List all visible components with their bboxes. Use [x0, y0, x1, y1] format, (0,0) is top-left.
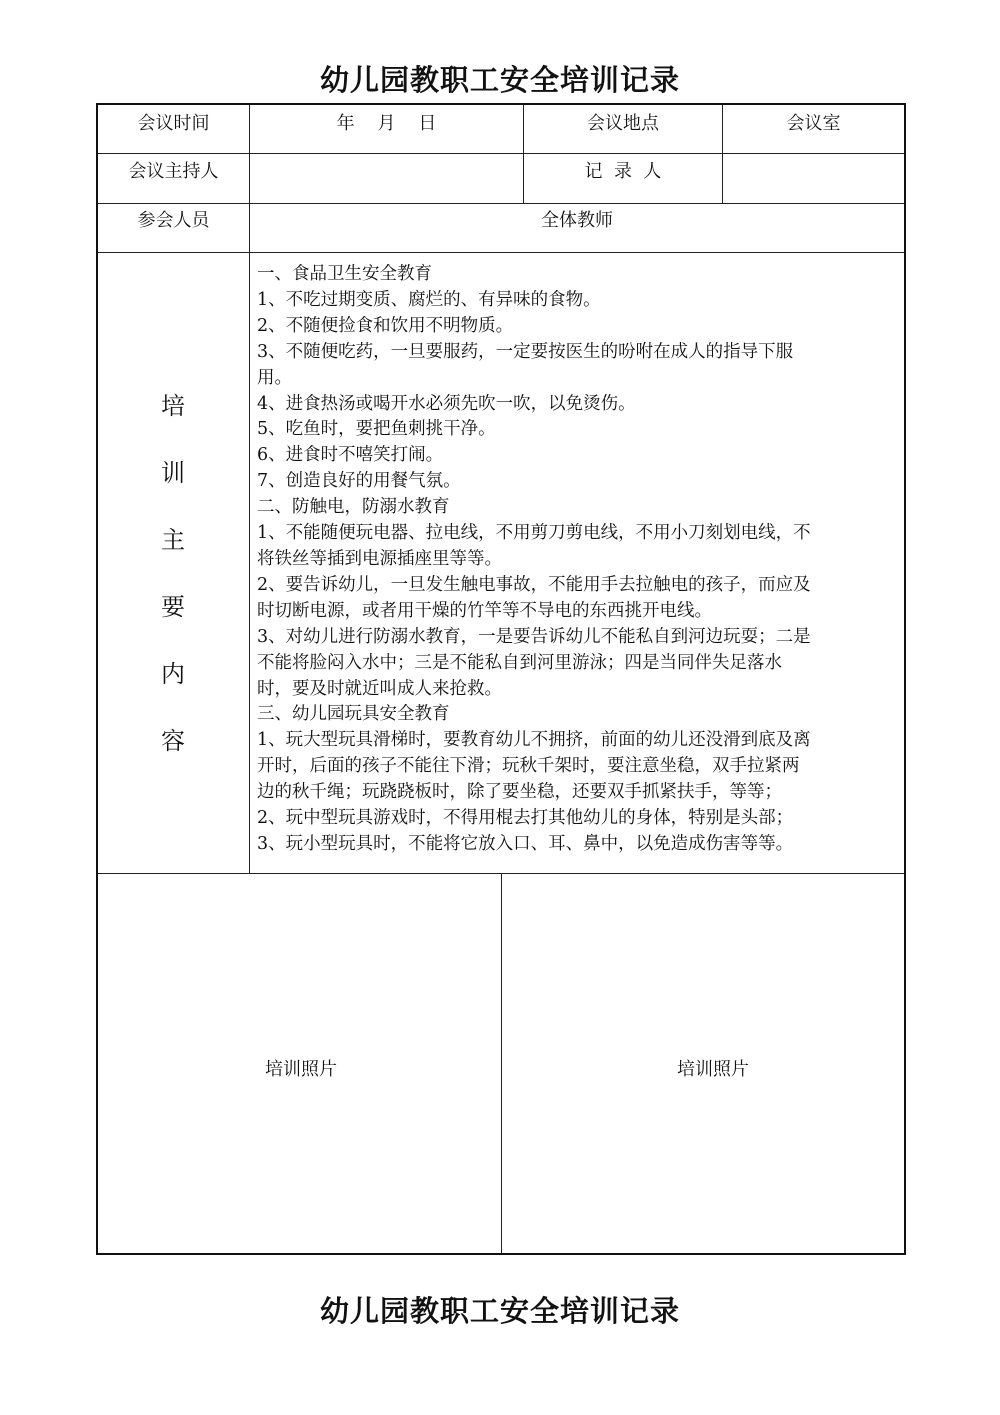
content-line: 开时，后面的孩子不能往下滑；玩秋千架时，要注意坐稳，双手拉紧两: [257, 756, 800, 777]
meeting-host-label: 会议主持人: [128, 161, 219, 182]
content-line: 3、玩小型玩具时，不能将它放入口、耳、鼻中，以免造成伤害等等。: [257, 833, 794, 854]
row-divider: [98, 153, 904, 154]
content-line: 用。: [257, 367, 292, 388]
training-photo-right: 培训照片: [677, 1059, 749, 1080]
content-line: 5、吃鱼时，要把鱼刺挑干净。: [257, 419, 496, 440]
label-char: 容: [161, 727, 185, 755]
content-line: 三、幼儿园玩具安全教育: [257, 704, 450, 725]
content-line: 2、要告诉幼儿，一旦发生触电事故，不能用手去拉触电的孩子，而应及: [257, 574, 811, 595]
label-char: 主: [161, 526, 185, 554]
content-line: 二、防触电，防溺水教育: [257, 497, 450, 518]
content-line: 3、对幼儿进行防溺水教育，一是要告诉幼儿不能私自到河边玩耍；二是: [257, 626, 811, 647]
column-divider: [501, 873, 502, 1253]
meeting-place-label: 会议地点: [587, 113, 659, 134]
attendees-label: 参会人员: [137, 210, 210, 231]
row-divider: [98, 203, 904, 204]
label-char: 培: [161, 392, 185, 420]
content-line: 4、进食热汤或喝开水必须先吹一吹，以免烫伤。: [257, 393, 636, 414]
training-content: [257, 262, 902, 858]
content-line: 1、不吃过期变质、腐烂的、有异味的食物。: [257, 289, 601, 310]
label-char: 内: [161, 660, 185, 688]
row-divider: [98, 252, 904, 253]
training-content-label: [98, 373, 248, 775]
meeting-time-label: 会议时间: [137, 113, 210, 134]
page-title: 幼儿园教职工安全培训记录: [319, 63, 680, 97]
content-line: 6、进食时不嘻笑打闹。: [257, 445, 444, 466]
content-line: 1、不能随便玩电器、拉电线，不用剪刀剪电线，不用小刀刻划电线，不: [257, 523, 811, 544]
content-line: 将铁丝等插到电源插座里等等。: [257, 548, 502, 569]
content-line: 一、食品卫生安全教育: [257, 264, 432, 284]
content-line: 2、玩中型玩具游戏时，不得用棍去打其他幼儿的身体，特别是头部；: [257, 808, 794, 829]
content-line: 边的秋千绳；玩跷跷板时，除了要坐稳，还要双手抓紧扶手，等等；: [257, 782, 782, 803]
label-char: 训: [161, 459, 185, 487]
attendees-value: 全体教师: [541, 210, 613, 231]
training-record-table: [96, 103, 906, 1255]
content-line: 7、创造良好的用餐气氛。: [257, 471, 461, 492]
footer-title: 幼儿园教职工安全培训记录: [319, 1294, 680, 1328]
meeting-place-value: 会议室: [786, 113, 841, 134]
content-line: 时，要及时就近叫成人来抢救。: [257, 678, 502, 699]
recorder-label: 记 录 人: [584, 161, 662, 182]
content-line: 时切断电源，或者用干燥的竹竿等不导电的东西挑开电线。: [257, 600, 712, 621]
training-photo-left: 培训照片: [265, 1059, 337, 1080]
content-line: 2、不随便捡食和饮用不明物质。: [257, 315, 514, 336]
meeting-time-value: 年 月 日: [336, 113, 437, 134]
content-line: 1、玩大型玩具滑梯时，要教育幼儿不拥挤，前面的幼儿还没滑到底及离: [257, 730, 811, 751]
label-char: 要: [161, 593, 185, 621]
content-line: 3、不随便吃药，一旦要服药，一定要按医生的吩咐在成人的指导下服: [257, 341, 794, 362]
content-line: 不能将脸闷入水中；三是不能私自到河里游泳；四是当同伴失足落水: [257, 652, 782, 673]
